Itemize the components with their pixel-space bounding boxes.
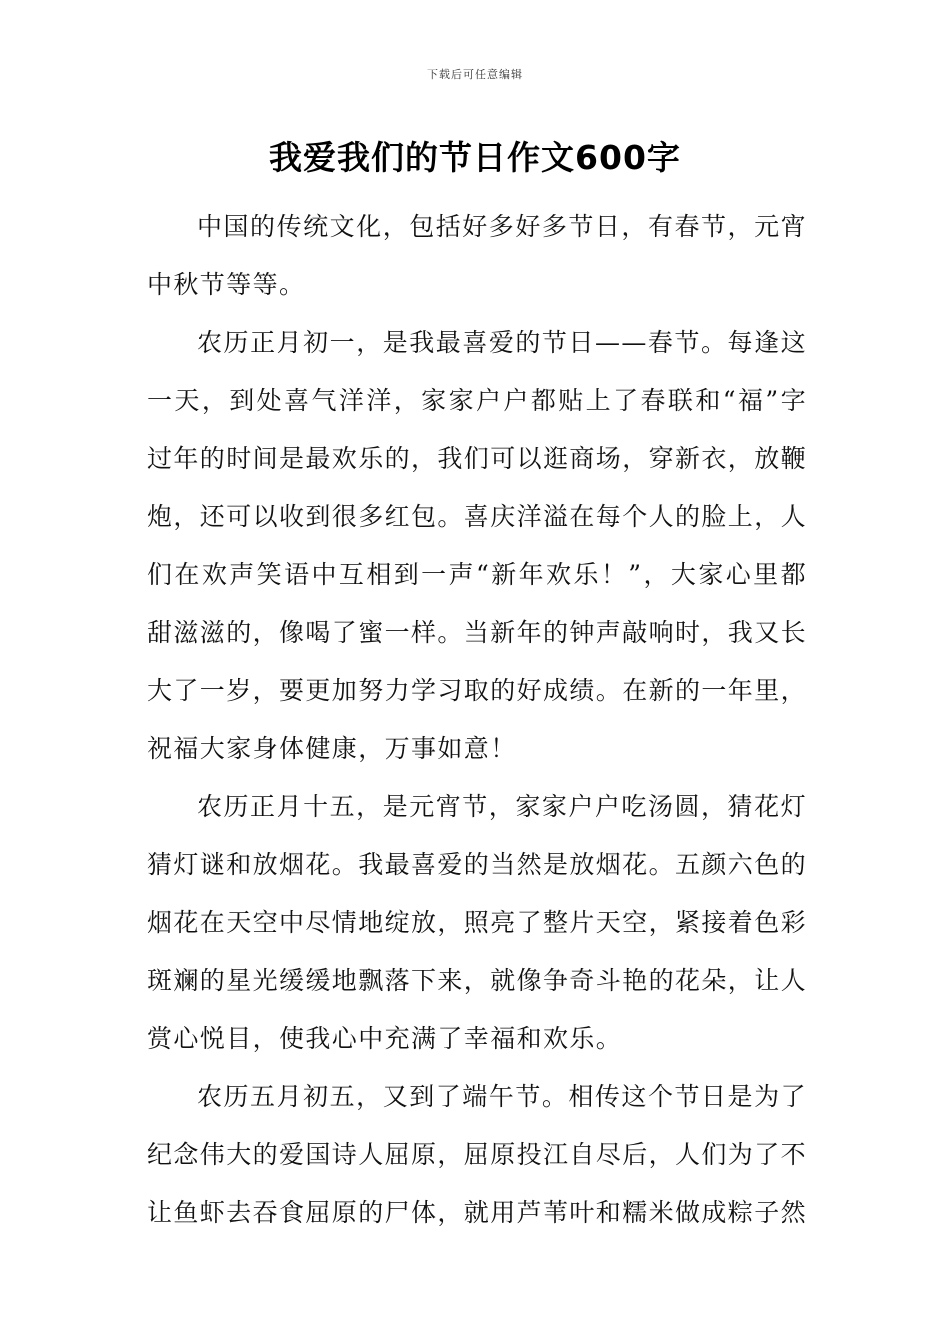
- header-note: 下载后可任意编辑: [427, 68, 523, 81]
- body-text: [147, 198, 807, 1242]
- paragraph-dragon-boat-festival: 农历五月初五，又到了端午节。相传这个节日是为了纪念伟大的爱国诗人屈原，屈原投江自尽后，人们为了不让鱼虾去吞食屈原的尸体，就用芦苇叶和糯米做成粽子然: [147, 1082, 808, 1227]
- document-title: 我爱我们的节日作文600字: [269, 138, 681, 177]
- paragraph-lantern-festival: 农历正月十五，是元宵节，家家户户吃汤圆，猜花灯猜灯谜和放烟花。我最喜爱的当然是放烟花。五颜六色的烟花在天空中尽情地绽放，照亮了整片天空，紧接着色彩斑斓的星光缓缓地飘落下来，就像争奇斗艳的花朵，让人赏心悦目，使我心中充满了幸福和欢乐。: [147, 792, 808, 1053]
- paragraph-spring-festival: 农历正月初一，是我最喜爱的节日——春节。每逢这一天，到处喜气洋洋，家家户户都贴上了春联和“福”字过年的时间是最欢乐的，我们可以逛商场，穿新衣，放鞭炮，还可以收到很多红包。喜庆洋溢在每个人的脸上，人们在欢声笑语中互相到一声“新年欢乐！”，大家心里都甜滋滋的，像喝了蜜一样。当新年的钟声敲响时，我又长大了一岁，要更加努力学习取的好成绩。在新的一年里，祝福大家身体健康，万事如意！: [147, 328, 808, 763]
- paragraph-intro: 中国的传统文化，包括好多好多节日，有春节，元宵中秋节等等。: [147, 212, 807, 299]
